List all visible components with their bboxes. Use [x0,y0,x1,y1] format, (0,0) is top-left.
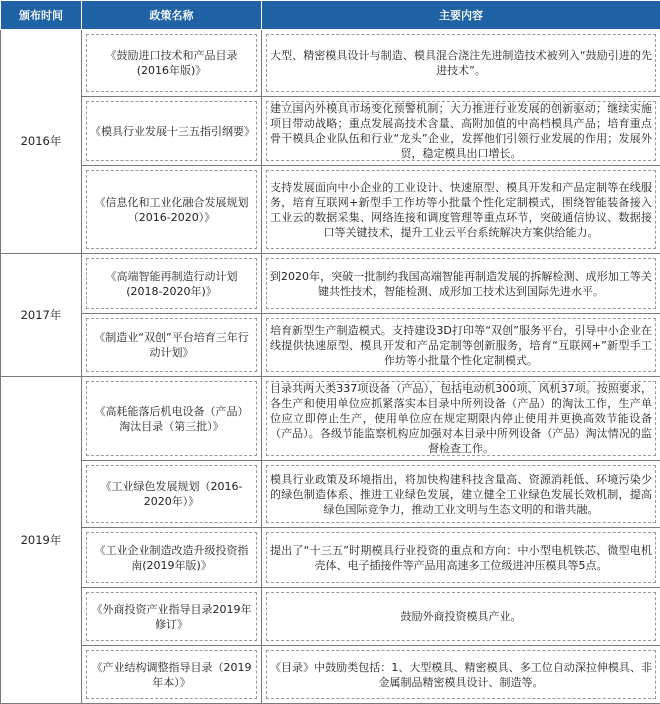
policy-name-cell [82,254,262,314]
policy-name-text: 《模具行业发展十三五指引纲要》 [90,124,253,139]
main-content-cell [262,166,660,254]
main-content-text: 支持发展面向中小企业的工业设计、快速原型、模具开发和产品定制等在线服务，培育互联网+新型手工作坊等小批量个性化定制模式，围绕智能装备接入工业云的数据采集、网络连接和调度管理等重点环节，突破通信协议、数据接口等关键技术，提升工业云平台系统解决方案供给能力。 [270,180,652,240]
main-content-cell [262,377,660,461]
policy-name-text: 《信息化和工业化融合发展规划（2016-2020）》 [90,195,253,225]
policy-name-cell [82,97,262,166]
year-cell: 2017年 [1,254,82,377]
table-header-row [1,1,660,30]
main-content-text: 鼓励外商投资模具产业。 [270,609,652,624]
main-content-cell [262,646,660,704]
header-main-content: 主要内容 [262,1,660,30]
policy-name-text: 《工业企业制造改造升级投资指南(2019年版)》 [90,543,253,573]
policy-name-text: 《高耗能落后机电设备（产品）淘汰目录（第三批）》 [90,404,253,434]
table-row [1,314,660,377]
main-content-text: 建立国内外模具市场变化预警机制；大力推进行业发展的创新驱动；继续实施项目带动战略；重点发展高技术含量、高附加值的中高档模具产品；培育重点骨干模具企业队伍和行业“龙头”企业，发挥他们引领行业发展的作用；发展外贸，稳定模具出口增长。 [270,101,652,161]
main-content-cell [262,461,660,528]
policy-name-cell [82,314,262,377]
policy-name-text: 《产业结构调整指导目录（2019年本）》 [90,660,253,690]
main-content-text: 培育新型生产制造模式。支持建设3D打印等“双创”服务平台，引导中小企业在线提供快速原型、模具开发和产品定制等创新服务，培育“互联网+”新型手工作坊等小批量个性化定制模式。 [270,323,652,368]
policy-name-text: 《鼓励进口技术和产品目录(2016年版)》 [90,48,253,78]
main-content-text: 大型、精密模具设计与制造、模具混合浇注先进制造技术被列入“鼓励引进的先进技术”。 [270,48,652,78]
policy-name-text: 《制造业“双创”平台培育三年行动计划》 [90,330,253,360]
policy-name-text: 《外商投资产业指导目录2019年修订》 [90,602,253,632]
policy-name-cell [82,588,262,646]
table-row [1,646,660,704]
main-content-cell [262,254,660,314]
table-row [1,377,660,461]
table-row [1,528,660,588]
table-row [1,30,660,97]
table-row [1,254,660,314]
policy-name-cell [82,377,262,461]
main-content-text: 模具行业政策及环境指出，将加快构建科技含量高、资源消耗低、环境污染少的绿色制造体系、推进工业绿色发展，建立健全工业绿色发展长效机制，提高绿色国际竞争力，推动工业文明与生态文明的和谐共融。 [270,472,652,517]
header-policy-name: 政策名称 [82,1,262,30]
main-content-cell [262,528,660,588]
main-content-text: 《目录》中鼓励类包括：1、大型模具、精密模具、多工位自动深拉伸模具、非金属制品精密模具设计、制造等。 [270,660,652,690]
policy-name-cell [82,528,262,588]
year-cell: 2016年 [1,30,82,254]
main-content-cell [262,588,660,646]
main-content-cell [262,97,660,166]
table-row [1,166,660,254]
table-row [1,97,660,166]
main-content-text: 目录共两大类337项设备（产品），包括电动机300项、风机37项。按照要求，各生产和使用单位应抓紧落实本目录中所列设备（产品）的淘汰工作，生产单位应立即停止生产，使用单位应在规定期限内停止使用并更换高效节能设备（产品）。各级节能监察机构应加强对本目录中所列设备（产品）淘汰情况的监督检查工作。 [270,381,652,456]
table-row [1,588,660,646]
policy-name-text: 《高端智能再制造行动计划(2018-2020年)》 [90,269,253,299]
policy-name-cell [82,461,262,528]
year-cell: 2019年 [1,377,82,704]
main-content-cell [262,314,660,377]
header-issue-date: 颁布时间 [1,1,82,30]
main-content-text: 到2020年，突破一批制约我国高端智能再制造发展的拆解检测、成形加工等关键共性技术，智能检测、成形加工技术达到国际先进水平。 [270,269,652,299]
main-content-text: 提出了“十三五”时期模具行业投资的重点和方向：中小型电机铁芯、微型电机壳体、电子插接件等产品用高速多工位级进冲压模具等5点。 [270,543,652,573]
main-content-cell [262,30,660,97]
policy-name-text: 《工业绿色发展规划（2016-2020年）》 [90,479,253,509]
policy-name-cell [82,646,262,704]
policy-name-cell [82,30,262,97]
table-row [1,461,660,528]
policy-name-cell [82,166,262,254]
